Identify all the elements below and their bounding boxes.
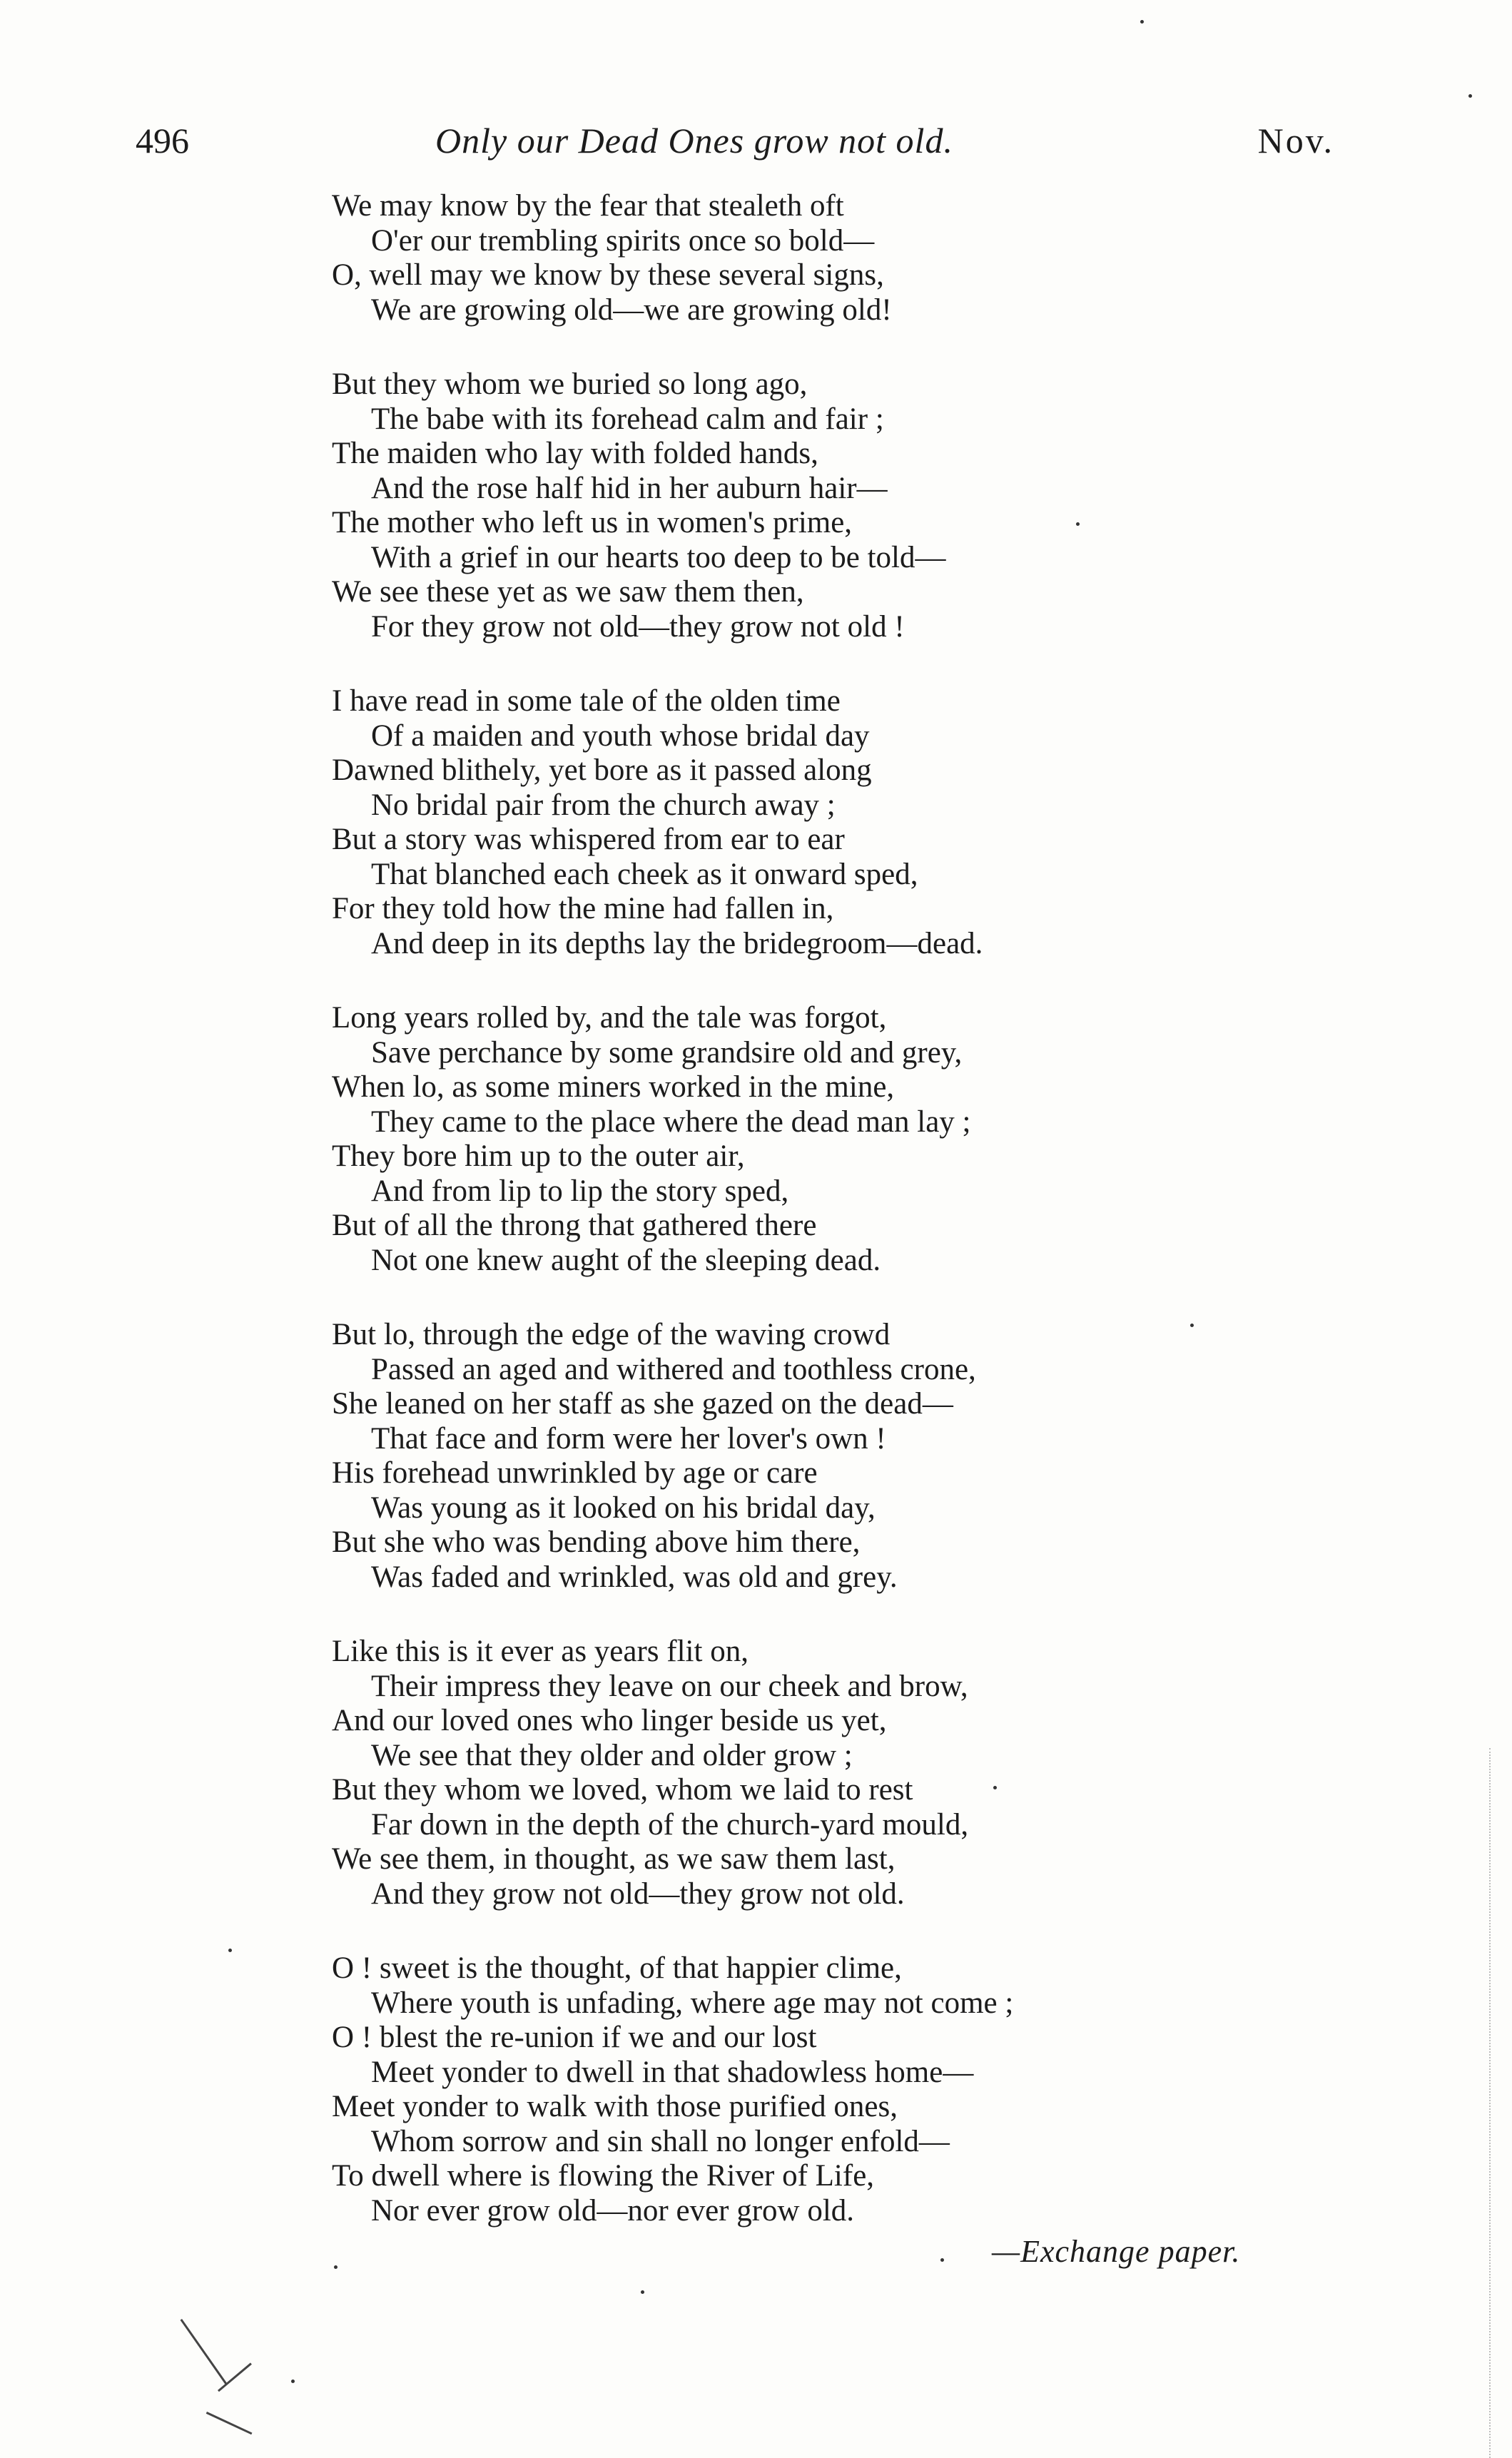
speck [940,2258,944,2262]
poem-line: The maiden who lay with folded hands, [332,437,818,470]
speck [1468,94,1472,98]
speck [993,1786,997,1789]
page-edge [1489,1748,1512,2458]
stanza [332,1635,1152,1911]
poem-line: No bridal pair from the church away ; [371,788,836,822]
poem-line: When lo, as some miners worked in the mine, [332,1070,895,1104]
page-header [136,120,1334,170]
poem-line: O ! blest the re-union if we and our lost [332,2021,817,2054]
poem-line: O, well may we know by these several signs, [332,258,884,292]
poem-line: For they grow not old—they grow not old ! [371,609,905,644]
poem-line: That face and form were her lover's own ! [371,1421,886,1456]
poem-line: They came to the place where the dead man lay ; [371,1104,971,1139]
stanza [332,1001,1152,1278]
speck [228,1949,232,1952]
poem-line: Meet yonder to walk with those purified ones, [332,2090,898,2123]
poem-line: And from lip to lip the story sped, [371,1174,789,1208]
poem-line: Their impress they leave on our cheek and brow, [371,1669,968,1703]
month-label: Nov. [1257,121,1334,161]
poem-line: Long years rolled by, and the tale was forgot, [332,1001,887,1035]
stanza [332,1951,1152,2228]
speck [1140,20,1144,24]
poem-line: Nor ever grow old—nor ever grow old. [371,2193,855,2228]
poem-line: And the rose half hid in her auburn hair— [371,471,888,505]
poem-line: Not one knew aught of the sleeping dead. [371,1243,881,1277]
poem-line: We may know by the fear that stealeth oft [332,189,844,223]
stanza [332,1318,1152,1595]
poem-line: She leaned on her staff as she gazed on the dead— [332,1387,953,1421]
poem-line: But they whom we buried so long ago, [332,367,808,401]
poem-line: Passed an aged and withered and toothless crone, [371,1352,976,1386]
poem-line: They bore him up to the outer air, [332,1139,745,1173]
poem-body [332,189,1152,2228]
stanza [332,684,1152,961]
running-title: Only our Dead Ones grow not old. [435,121,953,161]
poem-line: And they grow not old—they grow not old. [371,1876,905,1911]
speck [334,2265,338,2269]
poem-line: Dawned blithely, yet bore as it passed along [332,753,872,787]
poem-line: Far down in the depth of the church-yard mould, [371,1807,969,1842]
attribution: —Exchange paper. [992,2234,1241,2269]
poem-line: O'er our trembling spirits once so bold— [371,223,875,258]
speck [291,2380,295,2383]
scan-scratch [181,2319,228,2385]
poem-line: Save perchance by some grandsire old and grey, [371,1035,963,1070]
poem-line: But she who was bending above him there, [332,1525,861,1559]
speck [1190,1324,1194,1327]
poem-line: And deep in its depths lay the bridegroom—dead. [371,926,983,960]
poem-line: O ! sweet is the thought, of that happier clime, [332,1951,902,1985]
poem-line: With a grief in our hearts too deep to be told— [371,540,946,574]
stanza [332,189,1152,327]
poem-line: And our loved ones who linger beside us yet, [332,1704,887,1737]
poem-line: I have read in some tale of the olden time [332,684,841,718]
poem-line: The babe with its forehead calm and fair ; [371,402,884,436]
poem-line: But of all the throng that gathered there [332,1209,817,1242]
speck [641,2290,644,2294]
poem-line: But they whom we loved, whom we laid to rest [332,1773,913,1807]
poem-line: Whom sorrow and sin shall no longer enfold— [371,2124,950,2158]
poem-line: Where youth is unfading, where age may not come ; [371,1986,1014,2020]
poem-line: Of a maiden and youth whose bridal day [371,718,870,753]
poem-line: The mother who left us in women's prime, [332,506,853,539]
poem-line: But lo, through the edge of the waving crowd [332,1318,891,1351]
poem-line: His forehead unwrinkled by age or care [332,1456,818,1490]
page-number: 496 [136,121,189,161]
scan-scratch [206,2412,253,2434]
stanza [332,367,1152,644]
poem-line: We see these yet as we saw them then, [332,575,804,609]
poem-line: We see them, in thought, as we saw them last, [332,1842,895,1876]
poem-line: But a story was whispered from ear to ear [332,823,845,856]
poem-line: Was faded and wrinkled, was old and grey. [371,1560,898,1594]
poem-line: Meet yonder to dwell in that shadowless home— [371,2055,974,2089]
poem-line: We see that they older and older grow ; [371,1738,853,1772]
poem-line: For they told how the mine had fallen in, [332,892,834,925]
speck [1076,522,1080,526]
poem-line: That blanched each cheek as it onward sped, [371,857,918,891]
poem-line: Like this is it ever as years flit on, [332,1635,749,1668]
poem-line: We are growing old—we are growing old! [371,293,892,327]
poem-line: To dwell where is flowing the River of Life, [332,2159,875,2193]
poem-line: Was young as it looked on his bridal day, [371,1490,876,1525]
